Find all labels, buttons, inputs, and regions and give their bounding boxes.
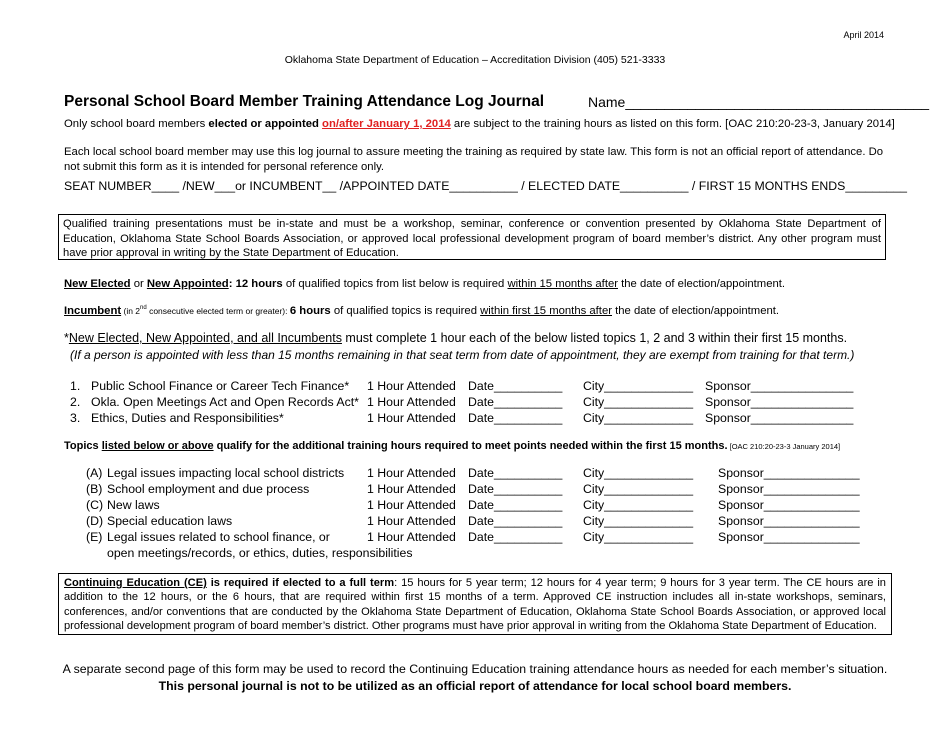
additional-topic-row[interactable]: (D) Special education laws 1 Hour Attended Date__________ City_____________ Sponsor______________ bbox=[86, 514, 860, 528]
additional-topics-note: Topics listed below or above qualify for the additional training hours required to meet points needed within the first 15 months. [OAC 210:20-23-3 January 2014] bbox=[64, 440, 841, 452]
page-title: Personal School Board Member Training Attendance Log Journal bbox=[64, 93, 545, 110]
form-date: April 2014 bbox=[843, 30, 884, 40]
exemption-note: (If a person is appointed with less than 15 months remaining in that seat term from date of appointment, they are exempt from training for that term.) bbox=[70, 348, 855, 362]
continuing-education-box: Continuing Education (CE) is required if elected to a full term: 15 hours for 5 year term; 12 hours for 4 year term; 9 hours for 3 year term. The CE hours are in addition to the 12 hours, or the 6 hours, that are required within first 15 months of a term. Approved CE instruction includes all in-state workshops, seminars, conferences, and/or conventions that are conducted by the Oklahoma State Department of Education, Oklahoma State School Boards Association, or approved local professional development program of board member’s district. Other programs must have prior approval in writing from the Oklahoma State Department of Education. bbox=[58, 573, 892, 635]
footer-disclaimer: This personal journal is not to be utilized as an official report of attendance for local school board members. bbox=[158, 679, 792, 693]
additional-topic-row[interactable]: (A) Legal issues impacting local school districts 1 Hour Attended Date__________ City_____________ Sponsor______________ bbox=[86, 466, 860, 480]
name-field[interactable] bbox=[588, 94, 929, 110]
eligibility-text: Only school board members elected or appointed on/after January 1, 2014 are subject to the training hours as listed on this form. [OAC 210:20-23-3, January 2014] bbox=[64, 118, 895, 130]
required-topic-row[interactable]: 3. Ethics, Duties and Responsibilities* 1 Hour Attended Date__________ City_____________ Sponsor_______________ bbox=[70, 411, 854, 425]
department-header: Oklahoma State Department of Education – Accreditation Division (405) 521-3333 bbox=[284, 54, 666, 66]
additional-topic-row[interactable]: (E) Legal issues related to school finance, or 1 Hour Attended Date__________ City_____________ Sponsor______________ bbox=[86, 530, 860, 544]
name-label: Name bbox=[588, 94, 626, 110]
name-blank: _______________________________________ bbox=[625, 94, 930, 110]
required-topic-row[interactable]: 2. Okla. Open Meetings Act and Open Records Act* 1 Hour Attended Date__________ City_____________ Sponsor_______________ bbox=[70, 395, 854, 409]
purpose-text: Each local school board member may use this log journal to assure meeting the training as required by state law. This form is not an official report of attendance. Do not submit this form as it is intended for personal reference only. bbox=[64, 146, 884, 173]
mandatory-topics-statement: *New Elected, New Appointed, and all Incumbents must complete 1 hour each of the below listed topics 1, 2 and 3 within their first 15 months. bbox=[64, 331, 848, 345]
seat-info-line[interactable]: SEAT NUMBER____ /NEW___or INCUMBENT__ /APPOINTED DATE__________ / ELECTED DATE__________ / FIRST 15 MONTHS ENDS_________ bbox=[64, 179, 907, 193]
additional-topic-row[interactable]: (B) School employment and due process 1 Hour Attended Date__________ City_____________ Sponsor______________ bbox=[86, 482, 860, 496]
required-topic-row[interactable]: 1. Public School Finance or Career Tech Finance* 1 Hour Attended Date__________ City_____________ Sponsor_______________ bbox=[70, 379, 854, 393]
incumbent-requirement: Incumbent (in 2nd consecutive elected term or greater): 6 hours of qualified topics is required within first 15 months after the date of election/appointment. bbox=[64, 305, 780, 317]
footer-note: A separate second page of this form may be used to record the Continuing Education training attendance hours as needed for each member’s situation. bbox=[62, 662, 888, 676]
additional-topic-row[interactable]: (C) New laws 1 Hour Attended Date__________ City_____________ Sponsor______________ bbox=[86, 498, 860, 512]
new-elected-requirement: New Elected or New Appointed: 12 hours of qualified topics from list below is required within 15 months after the date of election/appointment. bbox=[64, 278, 786, 290]
qualified-training-box: Qualified training presentations must be in-state and must be a workshop, seminar, conference or convention presented by Oklahoma State Department of Education, Oklahoma State School Boards Association, or approved local professional development program of board member’s district. Any other program must have prior approval in writing by the State Department of Education. bbox=[58, 214, 886, 260]
effective-date: on/after January 1, 2014 bbox=[322, 118, 451, 130]
